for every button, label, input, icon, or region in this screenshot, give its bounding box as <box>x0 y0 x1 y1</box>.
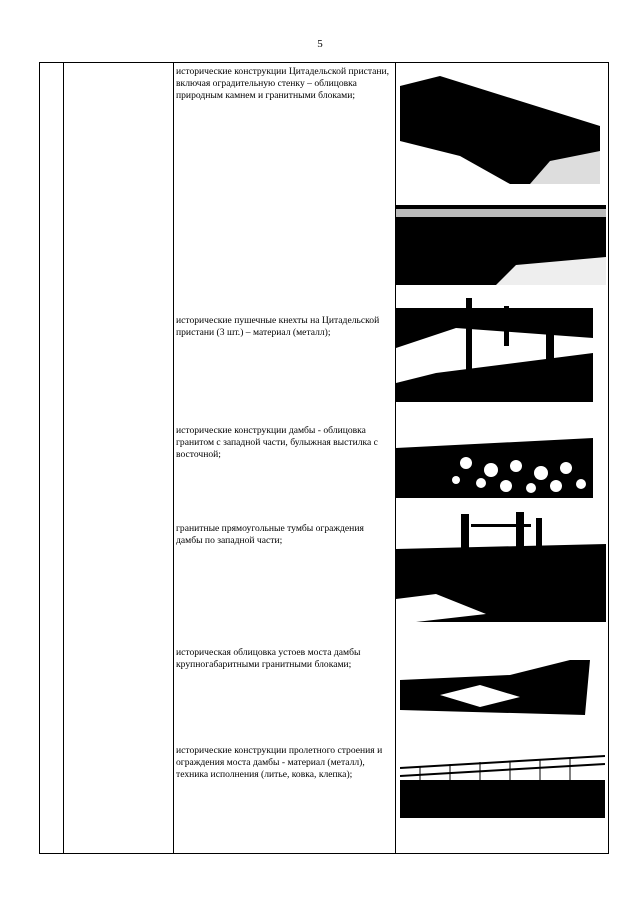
photo-pier-wall <box>400 66 600 184</box>
column-divider-1 <box>63 63 64 853</box>
photo-bridge-span <box>400 748 605 818</box>
row-description-pier-structures: исторические конструкции Цитадельской пристани, включая оградительную стенку – облицовка природным камнем и гранитными блоками; <box>176 66 390 101</box>
photo-bridge-abutment <box>400 635 600 720</box>
page-number: 5 <box>317 38 323 50</box>
photo-cannon-bollards <box>396 298 593 402</box>
photo-pier-panorama <box>396 195 606 285</box>
column-divider-2 <box>173 63 174 853</box>
row-description-granite-posts: гранитные прямоугольные тумбы ограждения дамбы по западной части; <box>176 523 364 546</box>
photo-dam-cladding <box>396 418 593 498</box>
row-description-bridge-abutments: историческая облицовка устоев моста дамбы крупногабаритными гранитными блоками; <box>176 647 361 670</box>
row-description-dam-cladding: исторические конструкции дамбы - облицовка гранитом с западной части, булыжная выстилка с восточной; <box>176 425 378 460</box>
monument-elements-table <box>39 62 609 854</box>
photo-granite-posts <box>396 504 606 622</box>
row-description-bridge-span: исторические конструкции пролетного строения и ограждения моста дамбы - материал (металл), техника исполнения (литье, ковка, клепка); <box>176 745 383 780</box>
row-description-cannon-bollards: исторические пушечные кнехты на Цитадельской пристани (3 шт.) – материал (металл); <box>176 315 380 338</box>
